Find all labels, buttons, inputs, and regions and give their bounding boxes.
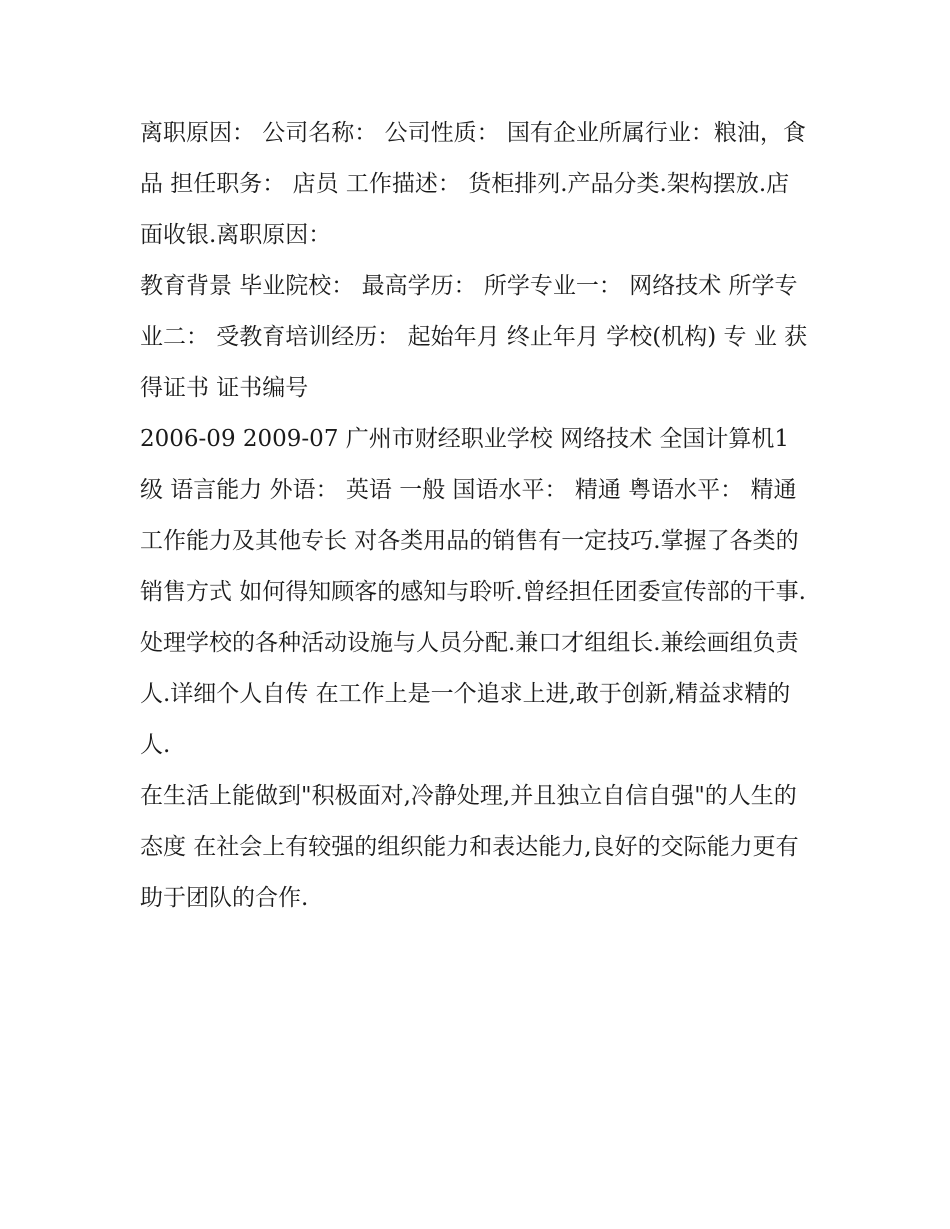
paragraph-school-activities: 处理学校的各种活动设施与人员分配.兼口才组组长.兼绘画组负责人.详细个人自传 在工作上是一个追求上进,敢于创新,精益求精的人. [140,630,799,758]
paragraph-education: 教育背景 毕业院校： 最高学历： 所学专业一： 网络技术 所学专业二： 受教育培训经历： 起始年月 终止年月 学校(机构) 专 业 获得证书 证书编号 [140,273,808,401]
paragraph-employment: 离职原因： 公司名称： 公司性质： 国有企业所属行业：粮油，食品 担任职务： 店员 工作描述： 货柜排列.产品分类.架构摆放.店面收银.离职原因： [140,120,806,248]
paragraph-personal-attitude: 在生活上能做到"积极面对,冷静处理,并且独立自信自强"的人生的态度 在社会上有较强的组织能力和表达能力,良好的交际能力更有助于团队的合作. [140,783,799,911]
paragraph-skills: 工作能力及其他专长 对各类用品的销售有一定技巧.掌握了各类的销售方式 如何得知顾客的感知与聆听.曾经担任团委宣传部的干事. [140,528,806,605]
document-page [140,108,812,924]
paragraph-training-language: 2006-09 2009-07 广州市财经职业学校 网络技术 全国计算机1级 语言能力 外语： 英语 一般 国语水平： 精通 粤语水平： 精通 [140,426,797,503]
